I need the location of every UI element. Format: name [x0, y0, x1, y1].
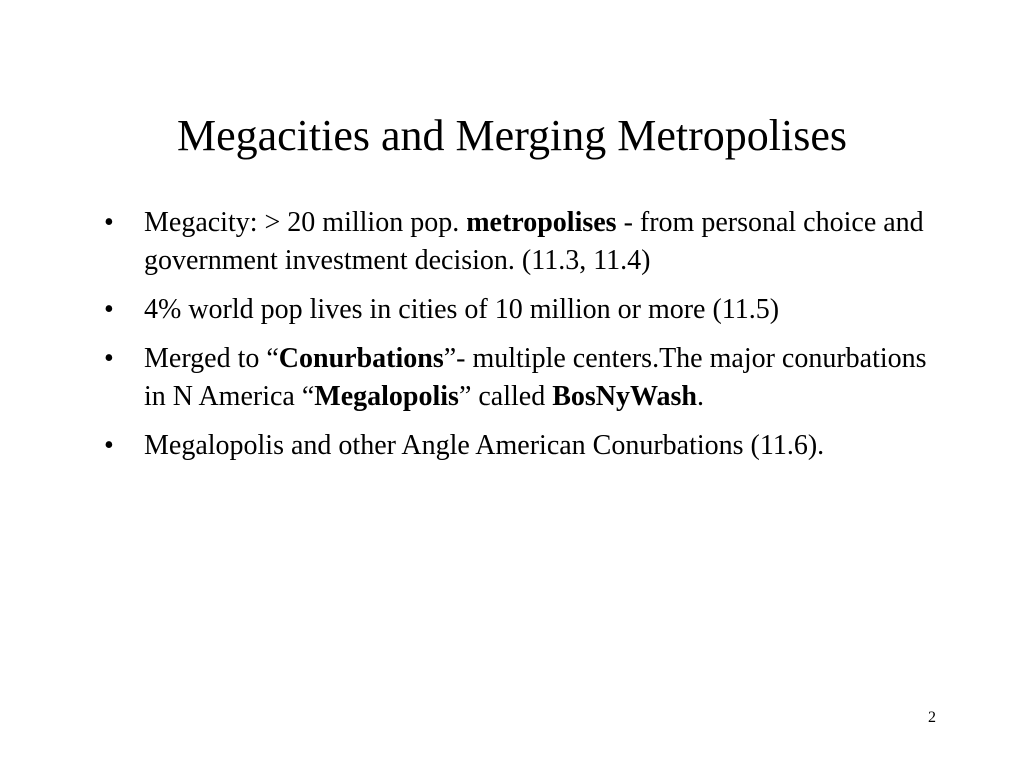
- bold-term-conurbations: Conurbations: [278, 343, 444, 374]
- bullet-text-segment: 4% world pop lives in cities of 10 million or more (11.5): [144, 294, 780, 325]
- bullet-text-segment: - from personal choice and government investment decision. (11.3, 11.4): [144, 207, 924, 276]
- bullet-item-megacity: [102, 204, 952, 280]
- bullet-marker: •: [104, 294, 114, 325]
- bold-term-bosnywash: BosNyWash: [552, 381, 697, 412]
- bullet-marker: •: [104, 343, 114, 374]
- bullet-item-conurbations: [102, 340, 952, 416]
- bold-term-metropolises: metropolises: [466, 207, 617, 238]
- page-number: 2: [928, 709, 936, 726]
- bullet-text-segment: ”- multiple centers.The major conurbations in N America “: [144, 343, 927, 412]
- bullet-text-segment: Megalopolis and other Angle American Conurbations (11.6).: [144, 430, 825, 461]
- bullet-text: [144, 343, 927, 412]
- bullet-item-megalopolis: [102, 427, 952, 465]
- bullet-text: [144, 294, 779, 325]
- bullet-marker: •: [104, 207, 114, 238]
- slide-title: Megacities and Merging Metropolises: [176, 111, 848, 160]
- bullet-text-segment: .: [696, 381, 704, 412]
- bullet-text-segment: ” called: [458, 381, 553, 412]
- bullet-text: [144, 207, 924, 276]
- bullet-list: [102, 204, 952, 476]
- bullet-text: [144, 430, 824, 461]
- bold-term-megalopolis: Megalopolis: [314, 381, 459, 412]
- bullet-text-segment: Merged to “: [144, 343, 279, 374]
- bullet-text-segment: Megacity: > 20 million pop.: [144, 207, 467, 238]
- bullet-item-world-pop: [102, 291, 952, 329]
- bullet-marker: •: [104, 430, 114, 461]
